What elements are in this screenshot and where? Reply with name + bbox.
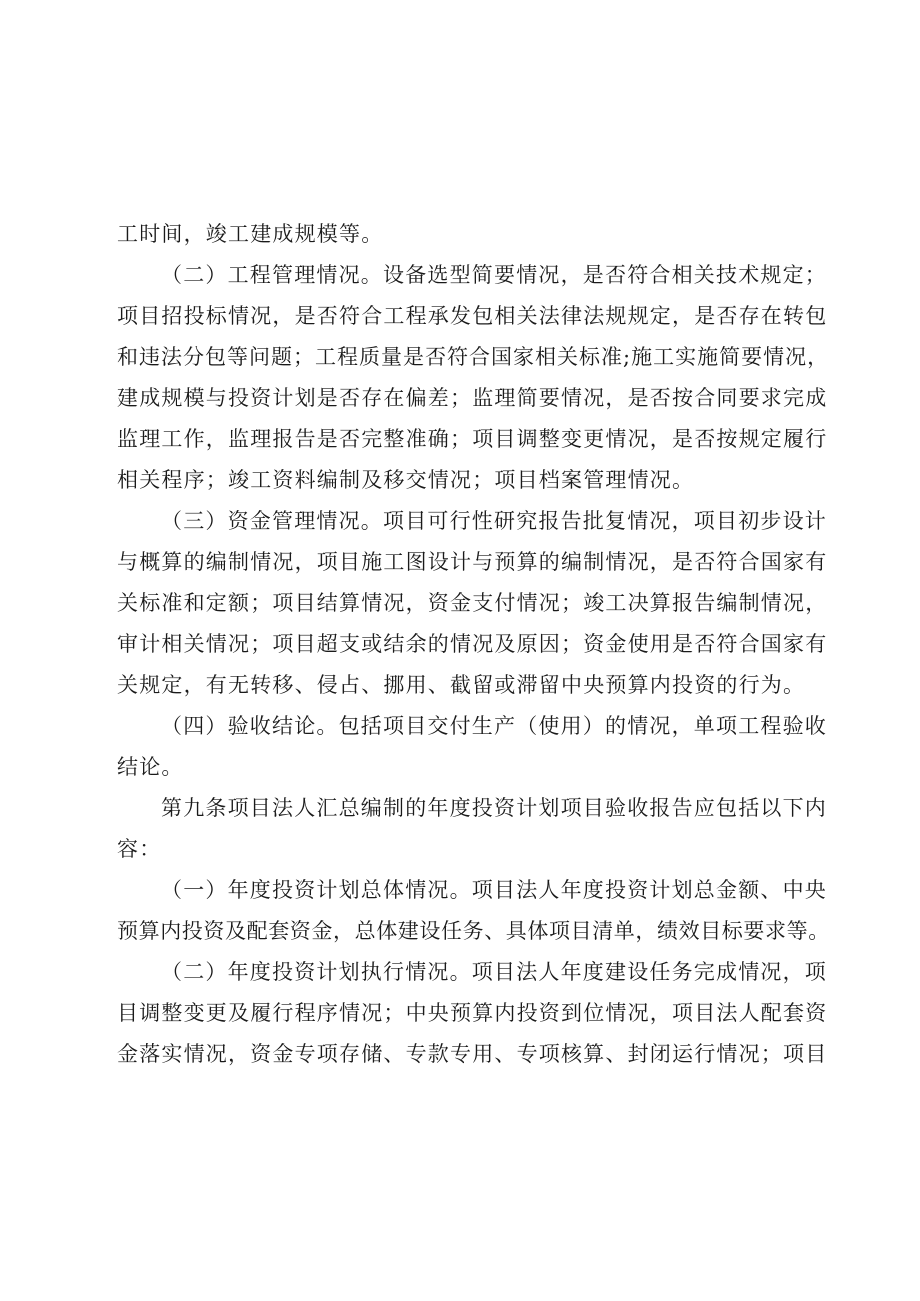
text-line: 金落实情况，资金专项存储、专款专用、专项核算、封闭运行情况；项目 [117,1042,828,1066]
text-line: 和违法分包等问题；工程质量是否符合国家相关标准;施工实施简要情况， [117,345,830,369]
text-line: （一）年度投资计划总体情况。项目法人年度投资计划总金额、中央 [161,878,827,902]
text-line: 容： [117,837,162,861]
text-line: 项目招投标情况，是否符合工程承发包相关法律法规规定，是否存在转包 [117,304,828,328]
text-line: 关标准和定额；项目结算情况，资金支付情况；竣工决算报告编制情况， [117,591,828,615]
text-line: 与概算的编制情况，项目施工图设计与预算的编制情况，是否符合国家有 [117,550,828,574]
text-line: 结论。 [117,755,184,779]
text-line: 预算内投资及配套资金，总体建设任务、具体项目清单，绩效目标要求等。 [117,919,830,943]
text-line: 监理工作，监理报告是否完整准确；项目调整变更情况，是否按规定履行 [117,427,828,451]
text-line: 关规定，有无转移、侵占、挪用、截留或滞留中央预算内投资的行为。 [117,673,806,697]
text-line: 工时间，竣工建成规模等。 [117,222,384,246]
text-line: 目调整变更及履行程序情况；中央预算内投资到位情况，项目法人配套资 [117,1001,828,1025]
text-line: （四）验收结论。包括项目交付生产（使用）的情况，单项工程验收 [161,714,827,738]
text-line: 建成规模与投资计划是否存在偏差；监理简要情况，是否按合同要求完成 [117,386,828,410]
text-line: （二）年度投资计划执行情况。项目法人年度建设任务完成情况，项 [161,960,827,984]
body-text [117,214,832,1075]
text-line: 审计相关情况；项目超支或结余的情况及原因；资金使用是否符合国家有 [117,632,828,656]
text-line: （二）工程管理情况。设备选型简要情况，是否符合相关技术规定； [161,263,827,287]
text-line: 相关程序；竣工资料编制及移交情况；项目档案管理情况。 [117,468,695,492]
text-line: 第九条项目法人汇总编制的年度投资计划项目验收报告应包括以下内 [161,796,827,820]
text-line: （三）资金管理情况。项目可行性研究报告批复情况，项目初步设计 [161,509,827,533]
